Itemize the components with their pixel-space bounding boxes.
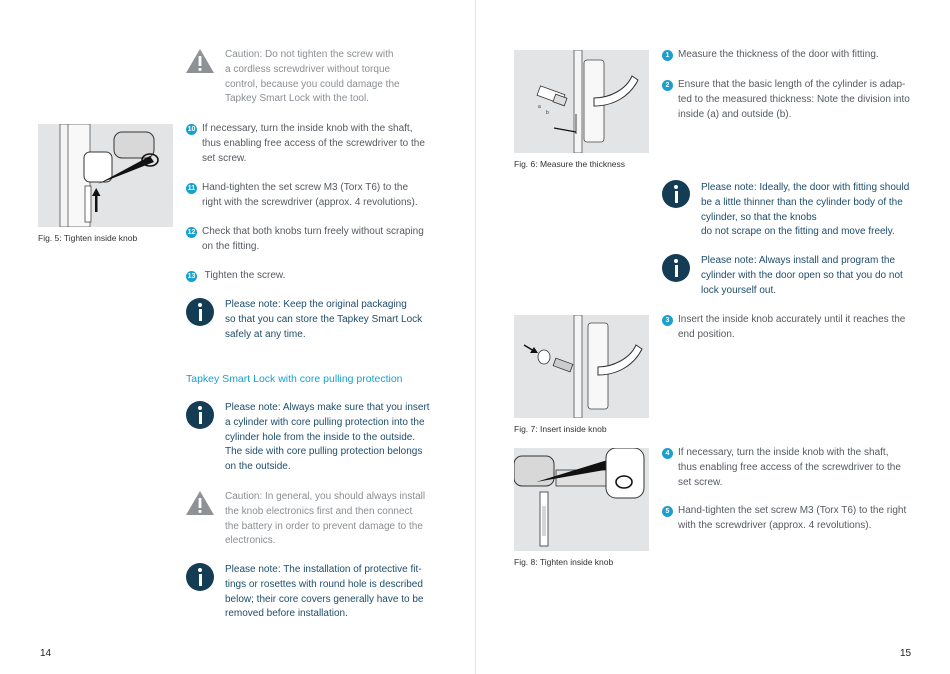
warning-icon — [185, 48, 215, 74]
step-3-text: Insert the inside knob accurately until it reaches the end position. — [678, 314, 906, 340]
fig6-label-a: a — [538, 104, 541, 110]
note-paragraph-right-2: Please note: Always install and program the cylinder with the door open so that you do not lock yourself out. — [701, 255, 903, 296]
step-1-text: Measure the thickness of the door with fitting. — [678, 49, 879, 60]
note-paragraph-2: Please note: Always make sure that you insert a cylinder with core pulling protection into the cylinder hole from the inside to the outside. The side with core pulling protection belongs on the outside. — [225, 402, 430, 473]
info-icon — [186, 401, 214, 429]
step-number-badge: 12 — [187, 229, 196, 236]
step-number-badge: 13 — [187, 273, 196, 280]
page-number: 15 — [900, 648, 912, 659]
right-page — [475, 0, 950, 674]
info-icon — [186, 298, 214, 326]
info-icon — [662, 254, 690, 282]
step-4-text: If necessary, turn the inside knob with the shaft, thus enabling free access of the screwdriver to the set screw. — [678, 447, 901, 488]
step-number-badge: 10 — [187, 126, 196, 133]
step-12-text: Check that both knobs turn freely without scraping on the fitting. — [202, 226, 424, 252]
note-paragraph-right-1: Please note: Ideally, the door with fitting should be a little thinner than the cylinder body of the cylinder, so that the knobs do not scrape on the fitting and move freely. — [701, 182, 910, 238]
step-number-badge: 1 — [662, 50, 673, 61]
note-paragraph-1: Please note: Keep the original packaging so that you can store the Tapkey Smart Lock safely at any time. — [225, 299, 423, 340]
figure-8-image — [514, 448, 649, 551]
warning-icon — [185, 490, 215, 516]
figure-6-image — [514, 50, 649, 153]
note-paragraph-3: Please note: The installation of protective fit- tings or rosettes with round hole is described below; their core covers generally have to be removed before installation. — [225, 564, 424, 620]
figure-8-caption: Fig. 8: Tighten inside knob — [514, 557, 614, 567]
figure-5-image — [38, 124, 173, 227]
fig6-label-b: b — [546, 110, 549, 116]
caution-paragraph-1: Caution: Do not tighten the screw with a cordless screwdriver without torque control, because you could damage the Tapkey Smart Lock with the tool. — [225, 49, 400, 105]
figure-5-caption: Fig. 5: Tighten inside knob — [38, 233, 138, 243]
step-13-text: Tighten the screw. — [202, 270, 286, 281]
section-heading: Tapkey Smart Lock with core pulling protection — [186, 373, 403, 385]
page-number: 14 — [40, 648, 52, 659]
caution-paragraph-2: Caution: In general, you should always install the knob electronics first and then connect the battery in order to prevent damage to the electronics. — [225, 491, 426, 547]
figure-7-image — [514, 315, 649, 418]
step-number-badge: 2 — [662, 80, 673, 91]
step-10-text: If necessary, turn the inside knob with the shaft, thus enabling free access of the screwdriver to the set screw. — [202, 123, 425, 164]
step-2-text: Ensure that the basic length of the cylinder is adap- ted to the measured thickness: Note the division into inside (a) and outside (b). — [678, 79, 910, 120]
info-icon — [662, 180, 690, 208]
figure-6-caption: Fig. 6: Measure the thickness — [514, 159, 626, 169]
step-11-text: Hand-tighten the set screw M3 (Torx T6) to the right with the screwdriver (approx. 4 revolutions). — [202, 182, 418, 208]
info-icon — [186, 563, 214, 591]
step-number-badge: 11 — [187, 185, 196, 192]
step-number-badge: 5 — [662, 506, 673, 517]
step-5-text: Hand-tighten the set screw M3 (Torx T6) to the right with the screwdriver (approx. 4 revolutions). — [678, 505, 907, 531]
step-number-badge: 3 — [662, 315, 673, 326]
step-number-badge: 4 — [662, 448, 673, 459]
figure-7-caption: Fig. 7: Insert inside knob — [514, 424, 607, 434]
